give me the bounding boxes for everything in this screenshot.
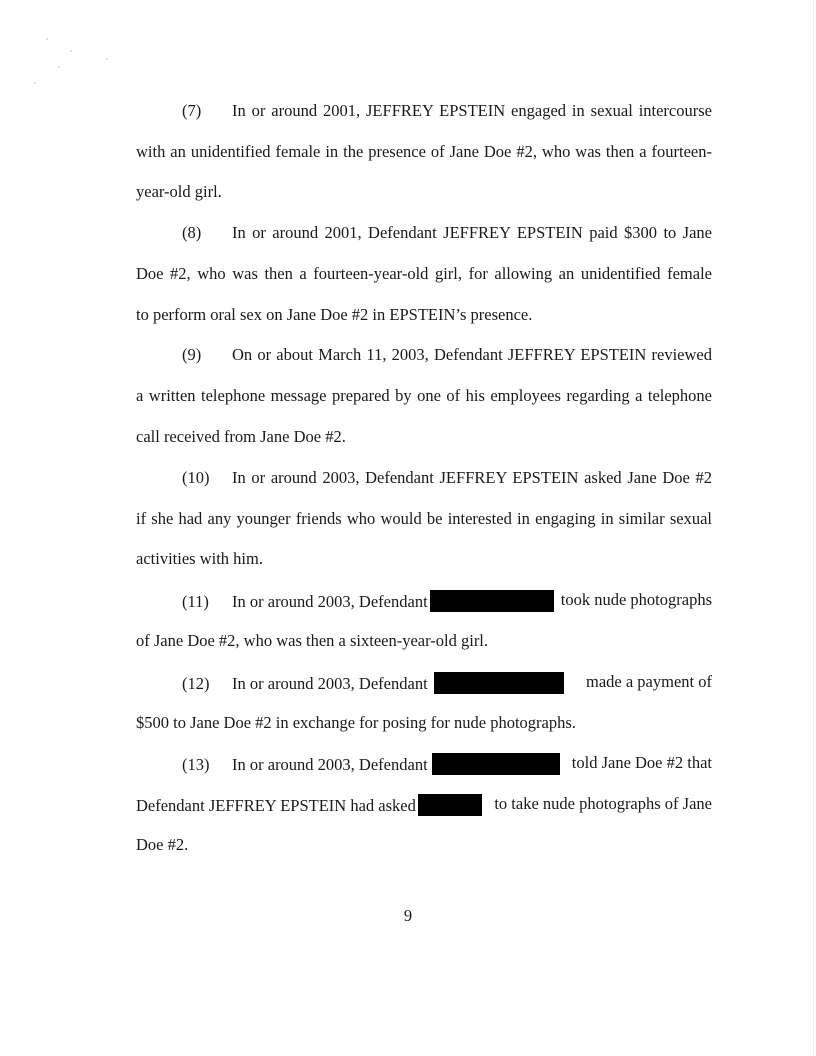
paragraph-9-line-1 xyxy=(182,345,712,365)
paragraph-text: In or around 2003, Defendant xyxy=(232,674,428,693)
redaction-box xyxy=(418,794,482,816)
paragraph-8-line-3: to perform oral sex on Jane Doe #2 in EPSTEIN’s presence. xyxy=(136,305,533,324)
paragraph-number: (8) xyxy=(182,223,202,242)
paragraph-text: On or about March 11, 2003, Defendant JEFFREY EPSTEIN reviewed xyxy=(232,345,712,364)
paragraph-11-line-2: of Jane Doe #2, who was then a sixteen-year-old girl. xyxy=(136,631,489,650)
scan-speck xyxy=(34,82,36,84)
paragraph-10-line-1 xyxy=(182,468,712,488)
redaction-box xyxy=(430,590,554,612)
redaction-box xyxy=(432,753,560,775)
page-number: 9 xyxy=(403,906,413,925)
paragraph-13-line-3: Doe #2. xyxy=(136,835,189,854)
paragraph-text: In or around 2001, JEFFREY EPSTEIN engaged in sexual intercourse xyxy=(232,101,712,120)
paragraph-text: told Jane Doe #2 that xyxy=(571,753,712,772)
paragraph-10-line-2: if she had any younger friends who would be interested in engaging in similar sexual xyxy=(136,509,712,528)
paragraph-7-line-2: with an unidentified female in the presence of Jane Doe #2, who was then a fourteen- xyxy=(136,142,712,161)
paragraph-8-line-2: Doe #2, who was then a fourteen-year-old girl, for allowing an unidentified female xyxy=(136,264,712,283)
paragraph-text: In or around 2001, Defendant JEFFREY EPSTEIN paid $300 to Jane xyxy=(232,223,712,242)
paragraph-text: In or around 2003, Defendant JEFFREY EPSTEIN asked Jane Doe #2 xyxy=(232,468,712,487)
paragraph-number: (9) xyxy=(182,345,202,364)
paragraph-number: (13) xyxy=(182,755,210,774)
paragraph-number: (7) xyxy=(182,101,202,120)
redaction-box xyxy=(434,672,564,694)
paragraph-12-line-2: $500 to Jane Doe #2 in exchange for posing for nude photographs. xyxy=(136,713,576,732)
paragraph-9-line-3: call received from Jane Doe #2. xyxy=(136,427,346,446)
paragraph-9-line-2: a written telephone message prepared by one of his employees regarding a telephone xyxy=(136,386,712,405)
scan-speck xyxy=(106,58,108,60)
paragraph-13-line-1 xyxy=(182,753,712,775)
paragraph-text: In or around 2003, Defendant xyxy=(232,755,428,774)
scan-speck xyxy=(70,50,72,52)
scan-edge xyxy=(813,0,814,1056)
scan-speck xyxy=(46,38,48,40)
paragraph-text: made a payment of xyxy=(586,672,712,691)
paragraph-11-line-1 xyxy=(182,590,712,612)
paragraph-number: (11) xyxy=(182,592,209,611)
paragraph-10-line-3: activities with him. xyxy=(136,549,263,568)
paragraph-13-line-2 xyxy=(136,794,712,816)
paragraph-number: (12) xyxy=(182,674,210,693)
paragraph-7-line-1 xyxy=(182,101,712,121)
paragraph-text: to take nude photographs of Jane xyxy=(494,794,712,813)
paragraph-8-line-1 xyxy=(182,223,712,243)
paragraph-text: In or around 2003, Defendant xyxy=(232,592,428,611)
paragraph-12-line-1 xyxy=(182,672,712,694)
scan-speck xyxy=(58,66,60,68)
paragraph-text: Defendant JEFFREY EPSTEIN had asked xyxy=(136,796,416,815)
paragraph-text: took nude photographs xyxy=(560,590,712,609)
paragraph-7-line-3: year-old girl. xyxy=(136,182,222,201)
paragraph-number: (10) xyxy=(182,468,210,487)
